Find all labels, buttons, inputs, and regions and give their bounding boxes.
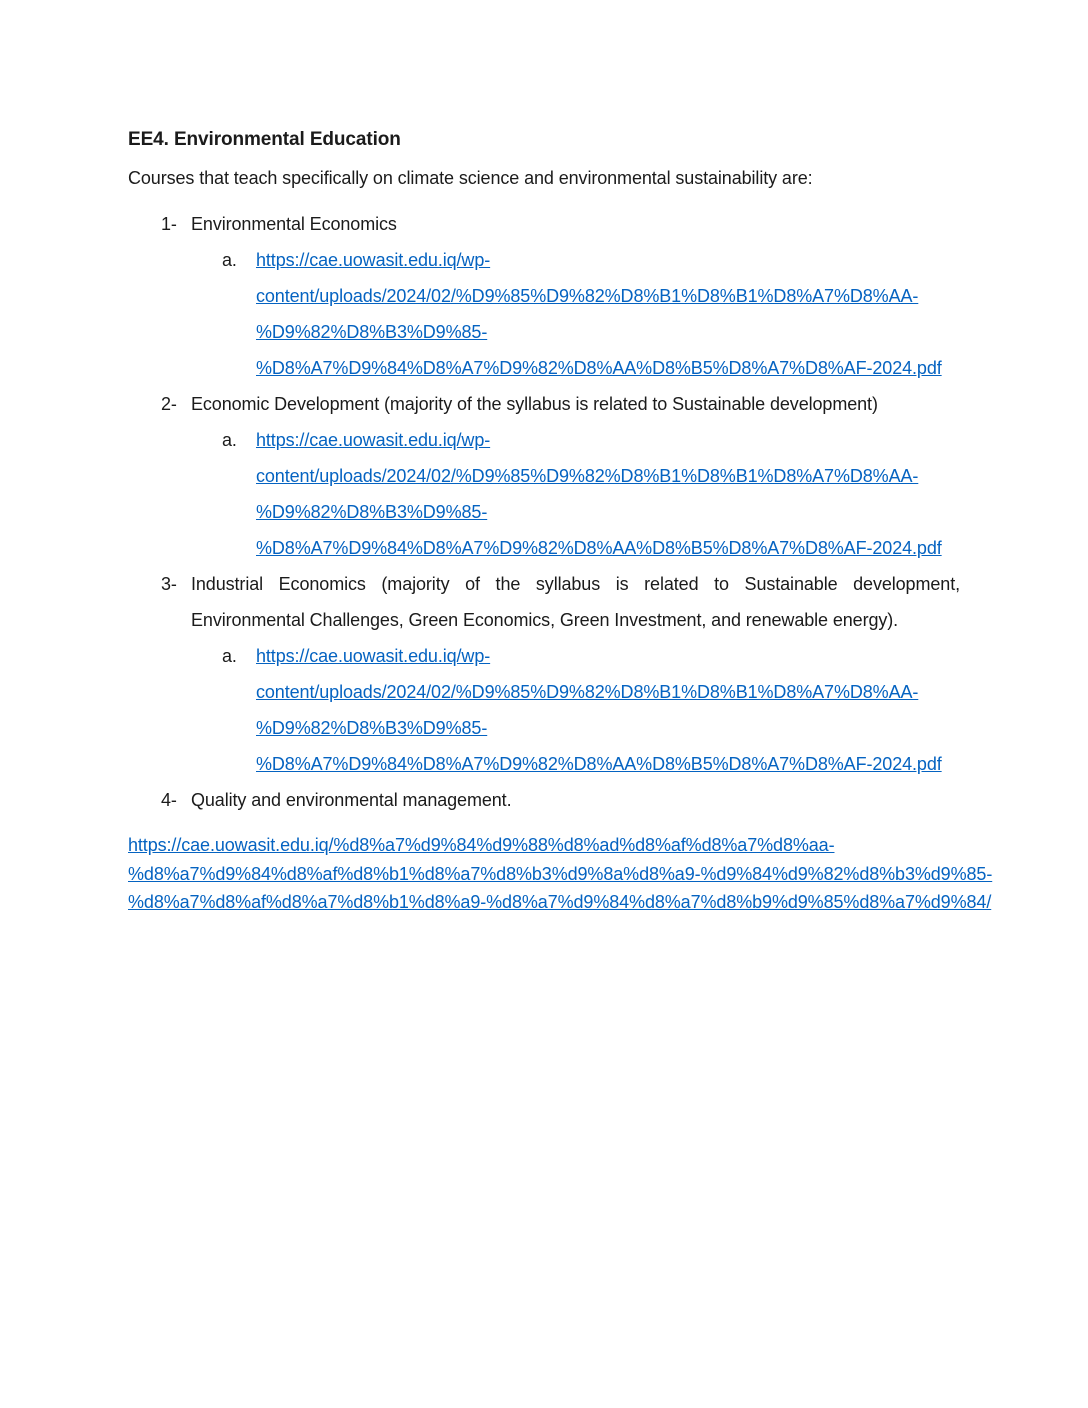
section-heading: EE4. Environmental Education (128, 129, 401, 150)
hyperlink-line: https://cae.uowasit.edu.iq/wp- (256, 430, 491, 450)
sub-list-marker: a. (222, 646, 237, 666)
sub-list-marker: a. (222, 250, 237, 270)
sub-list-item (128, 422, 960, 566)
hyperlink-line: %D8%A7%D9%84%D8%A7%D9%82%D8%AA%D8%B5%D8%A7%D8%AF-2024.pdf (256, 754, 942, 774)
hyperlink-line: content/uploads/2024/02/%D9%85%D9%82%D8%B1%D8%B1%D8%A7%D8%AA- (256, 286, 919, 306)
list-number: 3- (161, 574, 177, 594)
sub-list-item (128, 242, 960, 386)
numbered-list (128, 206, 960, 818)
hyperlink-line: content/uploads/2024/02/%D9%85%D9%82%D8%B1%D8%B1%D8%A7%D8%AA- (256, 682, 919, 702)
list-number: 2- (161, 394, 177, 414)
hyperlink-line: %D8%A7%D9%84%D8%A7%D9%82%D8%AA%D8%B5%D8%A7%D8%AF-2024.pdf (256, 538, 942, 558)
list-item-economic-development (128, 386, 960, 422)
intro-paragraph: Courses that teach specifically on climate science and environmental sustainability are: (128, 168, 813, 188)
list-item-label: Quality and environmental management. (191, 790, 512, 810)
list-number: 4- (161, 790, 177, 810)
hyperlink-line: https://cae.uowasit.edu.iq/wp- (256, 646, 491, 666)
list-item-label: Industrial Economics (majority of the syllabus is related to Sustainable development, Environmental Challenges, Green Economics, Green Investment, and renewable energy). (191, 574, 960, 630)
hyperlink-line: %D9%82%D8%B3%D9%85- (256, 718, 488, 738)
sub-list-marker: a. (222, 430, 237, 450)
list-item-industrial-economics (128, 566, 960, 638)
pdf-hyperlink[interactable] (256, 638, 960, 782)
list-number: 1- (161, 214, 177, 234)
list-item-label: Economic Development (majority of the syllabus is related to Sustainable development) (191, 394, 878, 414)
pdf-hyperlink[interactable] (256, 242, 960, 386)
footer-hyperlink[interactable] (128, 831, 993, 917)
hyperlink-line: %d8%a7%d9%84%d8%af%d8%b1%d8%a7%d8%b3%d9%8a%d8%a9-%d9%84%d9%82%d8%b3%d9%85- (128, 863, 993, 884)
hyperlink-line: %D9%82%D8%B3%D9%85- (256, 502, 488, 522)
hyperlink-line: content/uploads/2024/02/%D9%85%D9%82%D8%B1%D8%B1%D8%A7%D8%AA- (256, 466, 919, 486)
list-item-label: Environmental Economics (191, 214, 397, 234)
pdf-hyperlink[interactable] (256, 422, 960, 566)
list-item-environmental-economics (128, 206, 960, 242)
hyperlink-line: %d8%a7%d8%af%d8%a7%d8%b1%d8%a9-%d8%a7%d9%84%d8%a7%d8%b9%d9%85%d8%a7%d9%84/ (128, 892, 992, 912)
hyperlink-line: %D9%82%D8%B3%D9%85- (256, 322, 488, 342)
sub-list-item (128, 638, 960, 782)
hyperlink-line: https://cae.uowasit.edu.iq/wp- (256, 250, 491, 270)
list-item-quality-management (128, 782, 960, 818)
hyperlink-line: %D8%A7%D9%84%D8%A7%D9%82%D8%AA%D8%B5%D8%A7%D8%AF-2024.pdf (256, 358, 942, 378)
hyperlink-line: https://cae.uowasit.edu.iq/%d8%a7%d9%84%d9%88%d8%ad%d8%af%d8%a7%d8%aa- (128, 835, 835, 855)
